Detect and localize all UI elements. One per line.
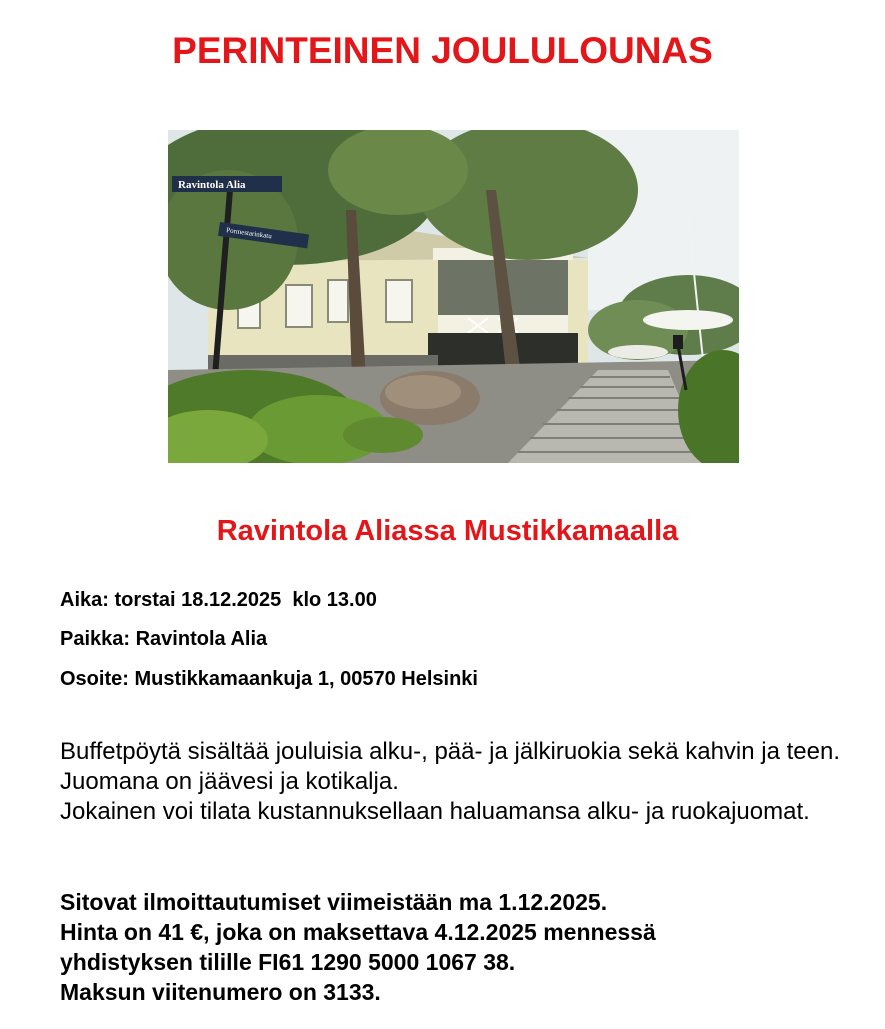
bank-account-line: yhdistyksen tilille FI61 1290 5000 1067 38. bbox=[60, 949, 516, 975]
registration-info bbox=[60, 887, 870, 1007]
venue-subtitle: Ravintola Aliassa Mustikkamaalla bbox=[216, 515, 679, 547]
buffet-description: Buffetpöytä sisältää jouluisia alku-, pää- ja jälkiruokia sekä kahvin ja teen. Juomana on jäävesi ja kotikalja. bbox=[60, 738, 840, 795]
price-line: Hinta on 41 €, joka on maksettava 4.12.2025 mennessä bbox=[60, 919, 656, 945]
restaurant-photo bbox=[168, 130, 739, 463]
event-address: Osoite: Mustikkamaankuja 1, 00570 Helsinki bbox=[60, 668, 478, 690]
sign-main-text: Ravintola Alia bbox=[178, 179, 246, 191]
sign-second-text: Pormestarinkatu bbox=[225, 226, 273, 241]
registration-deadline: Sitovat ilmoittautumiset viimeistään ma 1.12.2025. bbox=[60, 889, 608, 915]
event-place: Paikka: Ravintola Alia bbox=[60, 628, 268, 650]
drinks-note: Jokainen voi tilata kustannuksellaan haluamansa alku- ja ruokajuomat. bbox=[60, 798, 810, 825]
page-title: PERINTEINEN JOULULOUNAS bbox=[172, 30, 713, 71]
event-time: Aika: torstai 18.12.2025 klo 13.00 bbox=[60, 589, 377, 611]
reference-number-line: Maksun viitenumero on 3133. bbox=[60, 979, 381, 1005]
